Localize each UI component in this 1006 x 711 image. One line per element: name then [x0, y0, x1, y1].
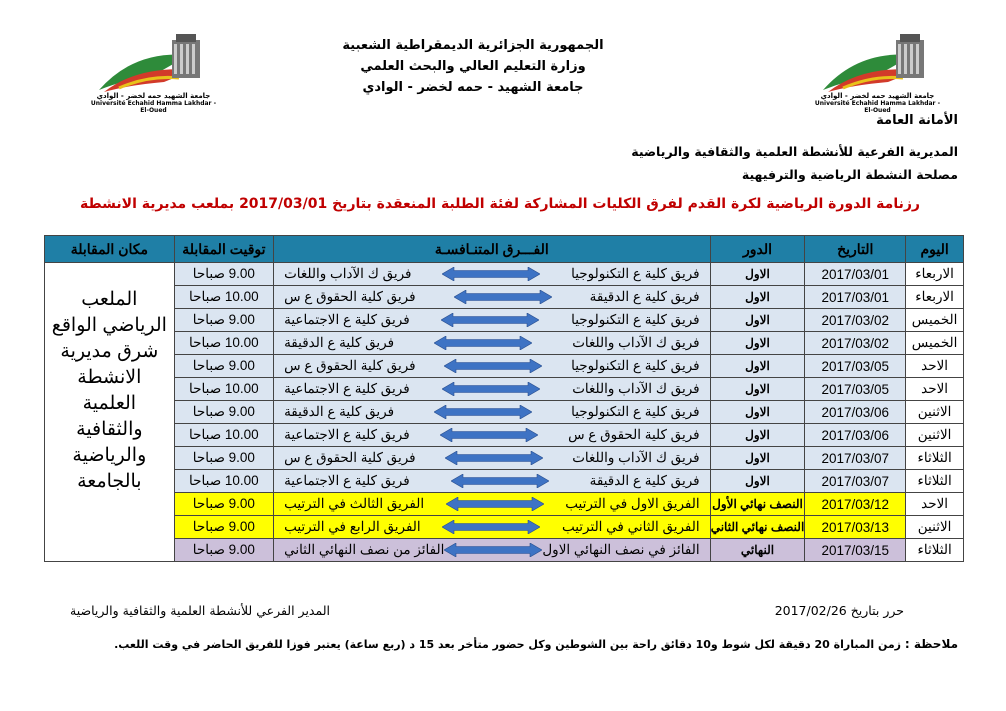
- team-b: الفريق الثالث في الترتيب: [284, 496, 425, 511]
- cell-day: الاربعاء: [906, 263, 964, 286]
- cell-date: 2017/03/06: [805, 401, 906, 424]
- cell-time: 9.00 صباحا: [174, 539, 273, 562]
- directorate-name: المديرية الفرعية للأنشطة العلمية والثقافية والرياضية: [631, 144, 958, 159]
- table-row: [45, 516, 964, 539]
- cell-date: 2017/03/05: [805, 378, 906, 401]
- cell-round: الاول: [710, 286, 805, 309]
- header-date: التاريخ: [805, 236, 906, 263]
- header-time: توقيت المقابلة: [174, 236, 273, 263]
- double-arrow-icon: [451, 474, 549, 488]
- team-a: فريق كلية ع التكنولوجيا: [571, 404, 700, 419]
- team-b: فريق كلية ع الاجتماعية: [284, 473, 410, 488]
- service-name: مصلحة النشطة الرياضية والترفيهية: [741, 167, 958, 182]
- cell-round: الاول: [710, 263, 805, 286]
- note-label: ملاحظة :: [904, 637, 958, 651]
- cell-day: الاحد: [906, 355, 964, 378]
- header-place: مكان المقابلة: [45, 236, 175, 263]
- cell-date: 2017/03/12: [805, 493, 906, 516]
- cell-day: الاحد: [906, 493, 964, 516]
- cell-day: الخميس: [906, 332, 964, 355]
- header-block: [303, 38, 643, 95]
- cell-date: 2017/03/07: [805, 447, 906, 470]
- team-b: فريق كلية ع الاجتماعية: [284, 427, 410, 442]
- team-a: فريق ك الآداب واللغات: [572, 335, 700, 350]
- cell-teams: [274, 447, 711, 470]
- cell-round: الاول: [710, 355, 805, 378]
- table-header-row: [45, 236, 964, 263]
- cell-time: 10.00 صباحا: [174, 378, 273, 401]
- schedule-table: [44, 235, 964, 562]
- double-arrow-icon: [440, 428, 538, 442]
- double-arrow-icon: [434, 336, 532, 350]
- cell-day: الثلاثاء: [906, 539, 964, 562]
- cell-teams: [274, 424, 711, 447]
- logo-name-fr: Université Echahid Hamma Lakhdar - El-Oued: [814, 100, 941, 114]
- team-a: فريق كلية الحقوق ع س: [568, 427, 700, 442]
- cell-date: 2017/03/02: [805, 332, 906, 355]
- team-a: فريق كلية ع التكنولوجيا: [571, 358, 700, 373]
- cell-teams: [274, 332, 711, 355]
- table-row: [45, 539, 964, 562]
- team-a: الفائز في نصف النهائي الاول: [542, 542, 700, 557]
- republic-name: الجمهورية الجزائرية الديمقراطية الشعبية: [342, 38, 604, 53]
- cell-round: النصف نهائي الأول: [710, 493, 805, 516]
- double-arrow-icon: [434, 405, 532, 419]
- double-arrow-icon: [442, 520, 540, 534]
- team-b: فريق كلية ع الدقيقة: [284, 404, 395, 419]
- team-a: فريق ك الآداب واللغات: [572, 381, 700, 396]
- cell-round: الاول: [710, 470, 805, 493]
- table-row: [45, 286, 964, 309]
- logo-name-ar: جامعة الشهيد حمه لخضر - الوادي: [820, 92, 935, 100]
- header-teams: الفـــرق المتنـافسـة: [274, 236, 711, 263]
- cell-round: النهائي: [710, 539, 805, 562]
- table-row: [45, 424, 964, 447]
- logo-name-ar: جامعة الشهيد حمه لخضر - الوادي: [96, 92, 211, 100]
- table-row: [45, 263, 964, 286]
- table-row: [45, 332, 964, 355]
- cell-teams: [274, 401, 711, 424]
- team-b: الفائز من نصف النهائي الثاني: [284, 542, 445, 557]
- cell-date: 2017/03/06: [805, 424, 906, 447]
- team-b: فريق كلية ع الدقيقة: [284, 335, 395, 350]
- cell-time: 9.00 صباحا: [174, 401, 273, 424]
- note-text: زمن المباراة 20 دقيقة لكل شوط و10 دقائق راحة بين الشوطين وكل حضور متأخر بعد 15 د (ربع ساعة) يعتبر فوزا للفريق الحاضر في وقت اللعب.: [114, 638, 902, 651]
- cell-round: النصف نهائي الثاني: [710, 516, 805, 539]
- header-day: اليوم: [906, 236, 964, 263]
- table-row: [45, 355, 964, 378]
- cell-teams: [274, 539, 711, 562]
- cell-date: 2017/03/13: [805, 516, 906, 539]
- double-arrow-icon: [444, 543, 542, 557]
- cell-time: 9.00 صباحا: [174, 309, 273, 332]
- page-title: رزنامة الدورة الرياضية لكرة القدم لفرق الكليات المشاركة لفئة الطلبة المنعقدة بتاريخ 2017/03/01 بملعب مديرية الانشطة: [80, 196, 920, 212]
- cell-time: 9.00 صباحا: [174, 447, 273, 470]
- double-arrow-icon: [442, 267, 540, 281]
- general-secretariat: الأمانة العامة: [876, 113, 958, 128]
- table-row: [45, 378, 964, 401]
- cell-time: 9.00 صباحا: [174, 516, 273, 539]
- cell-date: 2017/03/05: [805, 355, 906, 378]
- double-arrow-icon: [454, 290, 552, 304]
- cell-time: 9.00 صباحا: [174, 263, 273, 286]
- cell-teams: [274, 355, 711, 378]
- team-a: فريق ك الآداب واللغات: [572, 450, 700, 465]
- double-arrow-icon: [441, 313, 539, 327]
- team-b: فريق كلية الحقوق ع س: [284, 289, 416, 304]
- team-a: فريق كلية ع التكنولوجيا: [571, 312, 700, 327]
- cell-date: 2017/03/02: [805, 309, 906, 332]
- cell-teams: [274, 378, 711, 401]
- cell-day: الاحد: [906, 378, 964, 401]
- team-a: فريق كلية ع الدقيقة: [589, 289, 700, 304]
- cell-day: الثلاثاء: [906, 470, 964, 493]
- cell-day: الاثنين: [906, 516, 964, 539]
- team-a: فريق كلية ع الدقيقة: [589, 473, 700, 488]
- cell-teams: [274, 263, 711, 286]
- cell-place: الملعب الرياضي الواقع شرق مديرية الانشطة العلمية والثقافية والرياضية بالجامعة: [45, 263, 175, 562]
- team-b: فريق كلية ع الاجتماعية: [284, 312, 410, 327]
- table-row: [45, 401, 964, 424]
- university-name: جامعة الشهيد - حمه لخضر - الوادي: [362, 80, 584, 95]
- team-b: فريق كلية ع الاجتماعية: [284, 381, 410, 396]
- double-arrow-icon: [442, 382, 540, 396]
- cell-round: الاول: [710, 378, 805, 401]
- cell-day: الاثنين: [906, 424, 964, 447]
- schedule-body: [45, 263, 964, 562]
- table-row: [45, 309, 964, 332]
- cell-teams: [274, 286, 711, 309]
- cell-teams: [274, 309, 711, 332]
- team-a: الفريق الاول في الترتيب: [565, 496, 700, 511]
- cell-day: الاثنين: [906, 401, 964, 424]
- double-arrow-icon: [446, 497, 544, 511]
- logo-name-fr: Université Echahid Hamma Lakhdar - El-Oued: [90, 100, 217, 114]
- table-row: [45, 470, 964, 493]
- ministry-name: وزارة التعليم العالي والبحث العلمي: [360, 59, 586, 74]
- team-b: الفريق الرابع في الترتيب: [284, 519, 421, 534]
- cell-teams: [274, 516, 711, 539]
- cell-time: 9.00 صباحا: [174, 355, 273, 378]
- cell-round: الاول: [710, 424, 805, 447]
- table-row: [45, 493, 964, 516]
- cell-day: الخميس: [906, 309, 964, 332]
- team-a: الفريق الثاني في الترتيب: [561, 519, 700, 534]
- university-logo-left: [86, 22, 221, 114]
- signatory: المدير الفرعي للأنشطة العلمية والثقافية والرياضية: [70, 603, 330, 618]
- cell-date: 2017/03/01: [805, 286, 906, 309]
- cell-time: 10.00 صباحا: [174, 332, 273, 355]
- cell-time: 10.00 صباحا: [174, 470, 273, 493]
- cell-teams: [274, 493, 711, 516]
- cell-day: الثلاثاء: [906, 447, 964, 470]
- double-arrow-icon: [444, 359, 542, 373]
- cell-time: 10.00 صباحا: [174, 286, 273, 309]
- double-arrow-icon: [445, 451, 543, 465]
- table-row: [45, 447, 964, 470]
- cell-round: الاول: [710, 401, 805, 424]
- team-b: فريق كلية الحقوق ع س: [284, 358, 416, 373]
- cell-teams: [274, 470, 711, 493]
- cell-round: الاول: [710, 447, 805, 470]
- cell-round: الاول: [710, 332, 805, 355]
- team-a: فريق كلية ع التكنولوجيا: [571, 266, 700, 281]
- written-on: حرر بتاريخ 2017/02/26: [774, 603, 904, 618]
- cell-date: 2017/03/07: [805, 470, 906, 493]
- cell-time: 9.00 صباحا: [174, 493, 273, 516]
- cell-day: الاربعاء: [906, 286, 964, 309]
- header-round: الدور: [710, 236, 805, 263]
- team-b: فريق ك الآداب واللغات: [284, 266, 412, 281]
- note: [114, 637, 958, 651]
- university-logo-right: [810, 22, 945, 114]
- cell-time: 10.00 صباحا: [174, 424, 273, 447]
- cell-round: الاول: [710, 309, 805, 332]
- team-b: فريق كلية الحقوق ع س: [284, 450, 416, 465]
- cell-date: 2017/03/15: [805, 539, 906, 562]
- cell-date: 2017/03/01: [805, 263, 906, 286]
